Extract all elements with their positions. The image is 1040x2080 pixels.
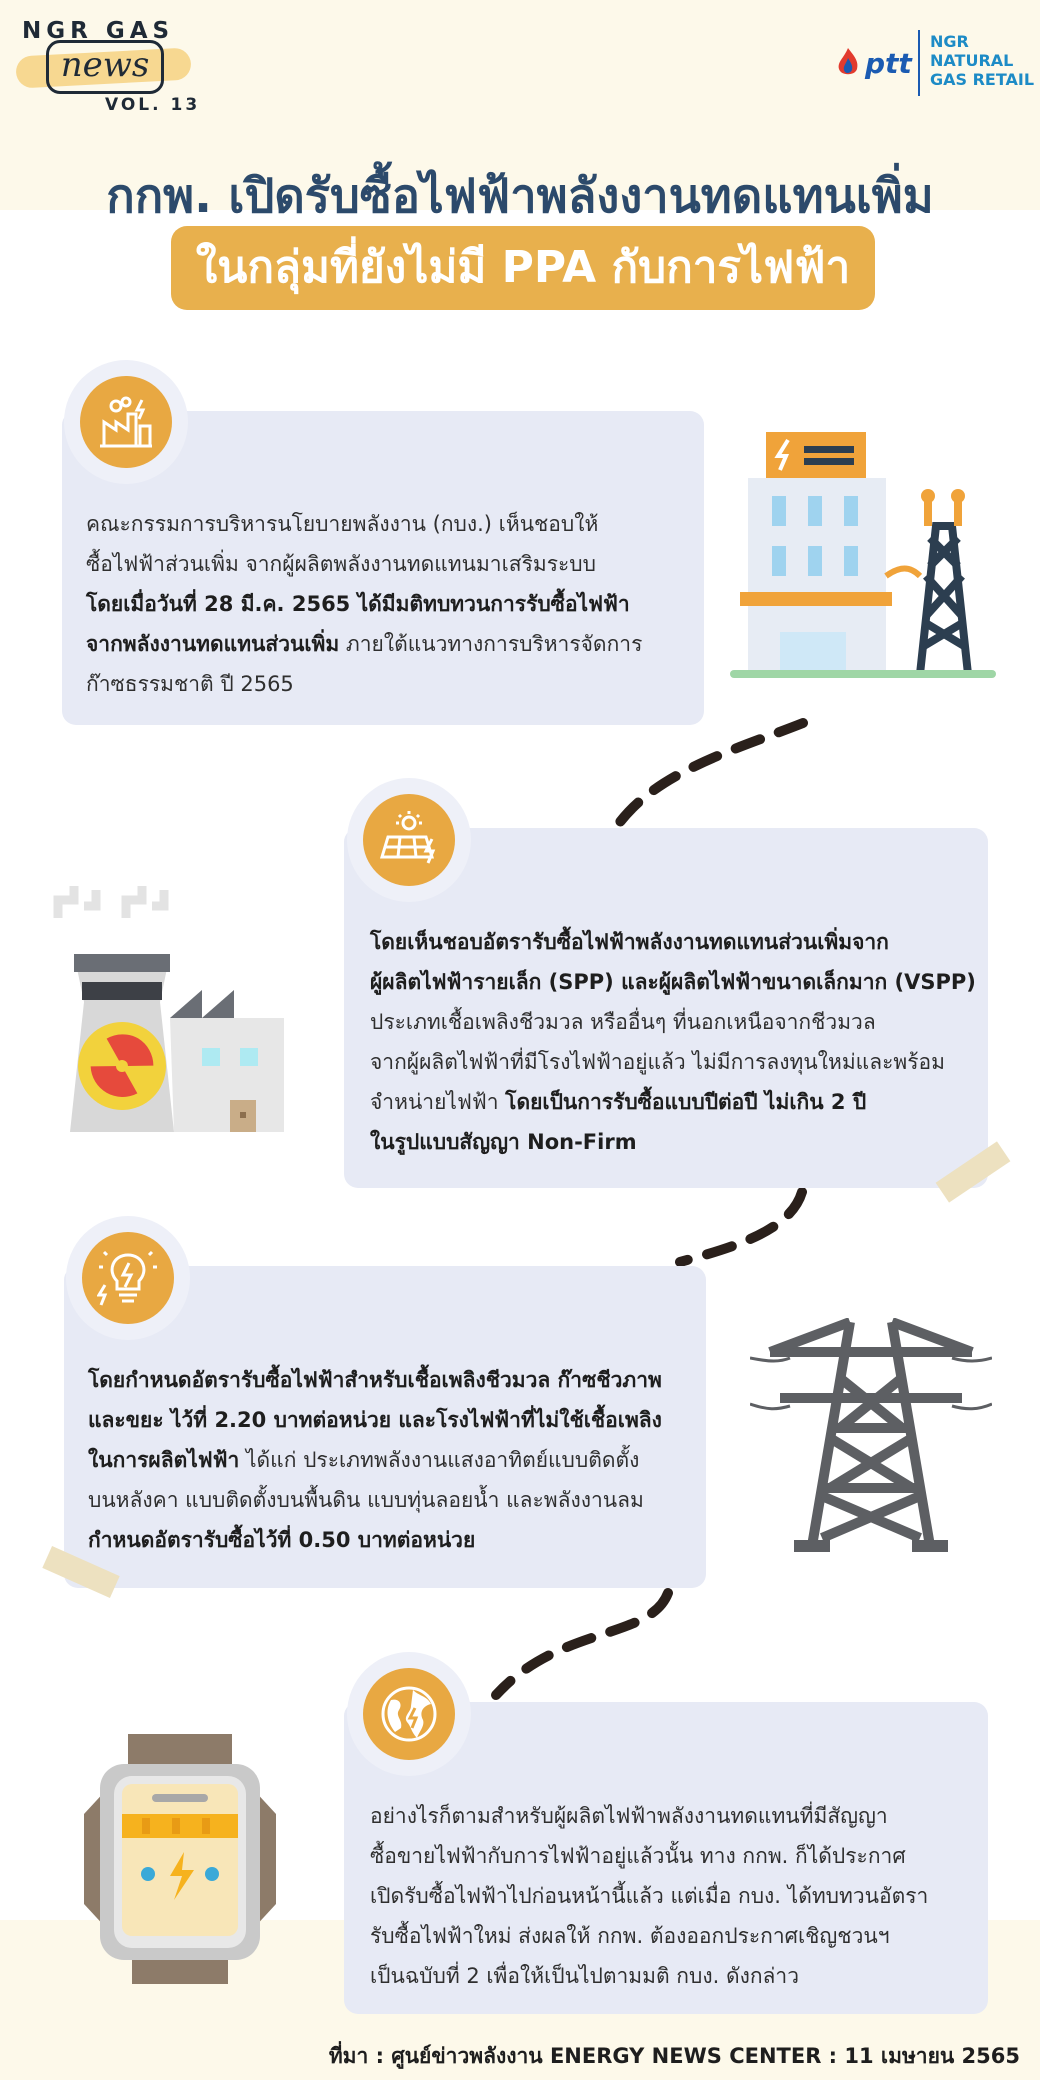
card-2-line-3: ประเภทเชื้อเพลิงชีวมวล หรืออื่นๆ ที่นอกเหนือจากชีวมวล <box>370 1010 876 1034</box>
factory-icon <box>96 392 156 452</box>
lightbulb-icon <box>97 1247 159 1309</box>
smart-meter-illustration <box>74 1734 286 1984</box>
card-4-line-2: ซื้อขายไฟฟ้ากับการไฟฟ้าอยู่แล้วนั้น ทาง กกพ. ก็ได้ประกาศ <box>370 1844 906 1868</box>
card-2-line-6: ในรูปแบบสัญญา Non-Firm <box>370 1130 637 1154</box>
card-2-line-2: ผู้ผลิตไฟฟ้ารายเล็ก (SPP) และผู้ผลิตไฟฟ้าขนาดเล็กมาก (VSPP) <box>370 970 976 994</box>
card-4-icon-disc <box>363 1668 455 1760</box>
card-1-icon-disc <box>80 376 172 468</box>
power-plant-illustration <box>730 426 996 682</box>
card-3-line-3-bold: ในการผลิตไฟฟ้า <box>88 1448 240 1472</box>
card-4-icon-ring <box>347 1652 471 1776</box>
card-3-line-1: โดยกำหนดอัตรารับซื้อไฟฟ้าสำหรับเชื้อเพลิงชีวมวล ก๊าซชีวภาพ <box>88 1368 662 1392</box>
ptt-text: ptt <box>865 46 912 80</box>
card-1-icon-ring <box>64 360 188 484</box>
solar-panel-icon <box>378 809 440 871</box>
transmission-tower-illustration <box>750 1318 992 1556</box>
logo-top-text: NGR GAS <box>22 18 175 44</box>
card-1-line-4-rest: ภายใต้แนวทางการบริหารจัดการ <box>339 632 643 656</box>
card-3-line-2: และขยะ ไว้ที่ 2.20 บาทต่อหน่วย และโรงไฟฟ้าที่ไม่ใช้เชื้อเพลิง <box>88 1408 662 1432</box>
connector-1 <box>620 723 803 822</box>
card-4-line-3: เปิดรับซื้อไฟฟ้าไปก่อนหน้านี้แล้ว แต่เมื่อ กบง. ได้ทบทวนอัตรา <box>370 1884 929 1908</box>
card-1-line-1: คณะกรรมการบริหารนโยบายพลังงาน (กบง.) เห็นชอบให้ <box>86 512 599 536</box>
card-4-line-5: เป็นฉบับที่ 2 เพื่อให้เป็นไปตามมติ กบง. ดังกล่าว <box>370 1964 800 1988</box>
card-1-text <box>86 504 698 704</box>
card-1-line-4-bold: จากพลังงานทดแทนส่วนเพิ่ม <box>86 632 340 656</box>
card-2-line-5-plain: จำหน่ายไฟฟ้า <box>370 1090 506 1114</box>
connector-3 <box>496 1593 668 1695</box>
card-1-line-3: โดยเมื่อวันที่ 28 มี.ค. 2565 ได้มีมติทบทวนการรับซื้อไฟฟ้า <box>86 592 630 616</box>
card-1-line-2: ซื้อไฟฟ้าส่วนเพิ่ม จากผู้ผลิตพลังงานทดแทนมาเสริมระบบ <box>86 552 596 576</box>
card-2-line-5-bold: โดยเป็นการรับซื้อแบบปีต่อปี ไม่เกิน 2 ปี <box>505 1090 867 1114</box>
logo-volume: VOL. 13 <box>105 95 201 115</box>
brand-line-1: NGR <box>930 32 969 51</box>
card-4-line-4: รับซื้อไฟฟ้าใหม่ ส่งผลให้ กกพ. ต้องออกประกาศเชิญชวนฯ <box>370 1924 890 1948</box>
logo-news-script: news <box>46 40 164 94</box>
brand-line-3: GAS RETAIL <box>930 70 1035 89</box>
card-3-icon-ring <box>66 1216 190 1340</box>
card-2-line-4: จากผู้ผลิตไฟฟ้าที่มีโรงไฟฟ้าอยู่แล้ว ไม่มีการลงทุนใหม่และพร้อม <box>370 1050 945 1074</box>
card-3-line-3-rest: ได้แก่ ประเภทพลังงานแสงอาทิตย์แบบติดตั้ง <box>239 1448 640 1472</box>
card-2-icon-ring <box>347 778 471 902</box>
nuclear-plant-illustration <box>34 878 298 1142</box>
card-4-line-1: อย่างไรก็ตามสำหรับผู้ผลิตไฟฟ้าพลังงานทดแทนที่มีสัญญา <box>370 1804 888 1828</box>
card-2-icon-disc <box>363 794 455 886</box>
card-2-line-1: โดยเห็นชอบอัตรารับซื้อไฟฟ้าพลังงานทดแทนส่วนเพิ่มจาก <box>370 930 889 954</box>
page-subtitle: ในกลุ่มที่ยังไม่มี PPA กับการไฟฟ้า <box>171 226 875 310</box>
globe-icon <box>377 1682 441 1746</box>
card-1-line-5: ก๊าซธรรมชาติ ปี 2565 <box>86 672 294 696</box>
card-3-text <box>88 1360 704 1560</box>
card-3-icon-disc <box>82 1232 174 1324</box>
card-3-line-4: บนหลังคา แบบติดตั้งบนพื้นดิน แบบทุ่นลอยน้ำ และพลังงานลม <box>88 1488 644 1512</box>
card-4-text <box>370 1796 986 1996</box>
card-2-text <box>370 922 986 1162</box>
brand-line-2: NATURAL <box>930 51 1014 70</box>
card-3-line-5: กำหนดอัตรารับซื้อไว้ที่ 0.50 บาทต่อหน่วย <box>88 1528 476 1552</box>
source-credit: ที่มา : ศูนย์ข่าวพลังงาน ENERGY NEWS CENTER : 11 เมษายน 2565 <box>328 2044 1020 2068</box>
page-title: กกพ. เปิดรับซื้อไฟฟ้าพลังงานทดแทนเพิ่ม <box>106 169 934 224</box>
connector-2 <box>680 1192 802 1262</box>
